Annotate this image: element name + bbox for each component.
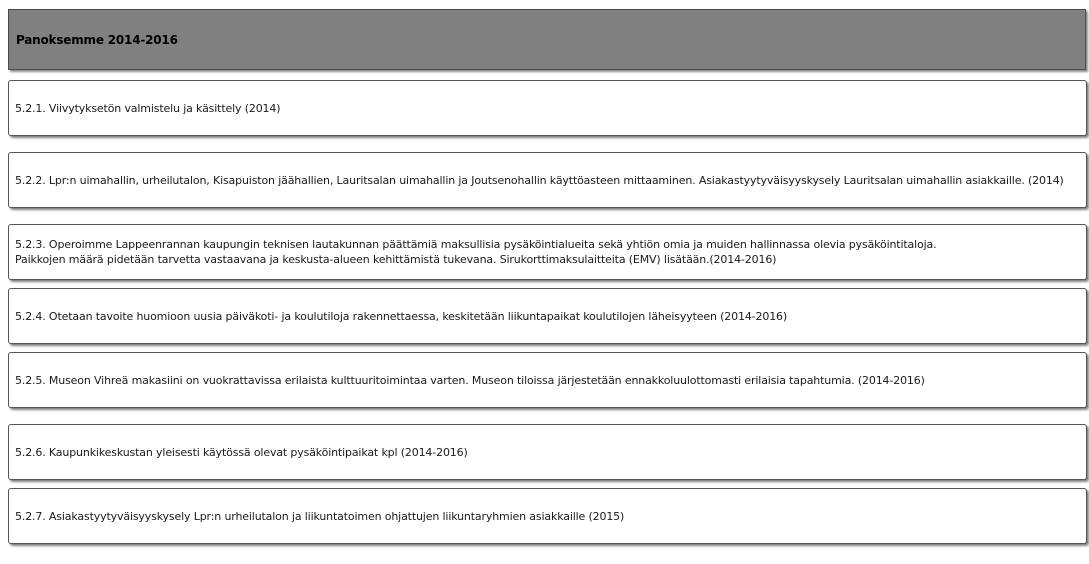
list-item-5-2-6[interactable] [8,424,1087,480]
item-text-line-1: 5.2.3. Operoimme Lappeenrannan kaupungin teknisen lautakunnan päättämiä maksullisia pysäköintialueita sekä yhtiön omia ja muiden hallinnassa olevia pysäköintitaloja. [15,238,937,251]
item-text: 5.2.2. Lpr:n uimahallin, urheilutalon, Kisapuiston jäähallien, Lauritsalan uimahallin ja Joutsenohallin käyttöasteen mittaaminen. Asiakastyytyväisyyskysely Lauritsalan uimahallin asiakkaille. (2014) [15,173,1064,187]
item-text: 5.2.7. Asiakastyytyväisyyskysely Lpr:n urheilutalon ja liikuntatoimen ohjattujen liikuntaryhmien asiakkaille (2015) [15,509,625,523]
section-header [8,9,1086,70]
item-text: 5.2.6. Kaupunkikeskustan yleisesti käytössä olevat pysäköintipaikat kpl (2014-2016) [15,445,468,459]
list-item-5-2-7[interactable] [8,488,1087,544]
list-item-5-2-2[interactable] [8,152,1087,208]
item-text-line-2: Paikkojen määrä pidetään tarvetta vastaavana ja keskusta-alueen kehittämistä tukevana. Sirukorttimaksulaitteita (EMV) lisätään.(2014-2016) [15,253,777,266]
item-text: 5.2.5. Museon Vihreä makasiini on vuokrattavissa erilaista kulttuuritoimintaa varten. Museon tiloissa järjestetään ennakkoluulottomasti erilaisia tapahtumia. (2014-2016) [15,373,925,387]
item-text: 5.2.4. Otetaan tavoite huomioon uusia päiväkoti- ja koulutiloja rakennettaessa, keskitetään liikuntapaikat koulutilojen läheisyyteen (2014-2016) [15,309,788,323]
item-text: 5.2.1. Viivytyksetön valmistelu ja käsittely (2014) [15,101,281,115]
section-title: Panoksemme 2014-2016 [16,32,178,47]
list-item-5-2-3[interactable] [8,224,1087,280]
list-item-5-2-4[interactable] [8,288,1087,344]
list-item-5-2-1[interactable] [8,80,1087,136]
list-item-5-2-5[interactable] [8,352,1087,408]
